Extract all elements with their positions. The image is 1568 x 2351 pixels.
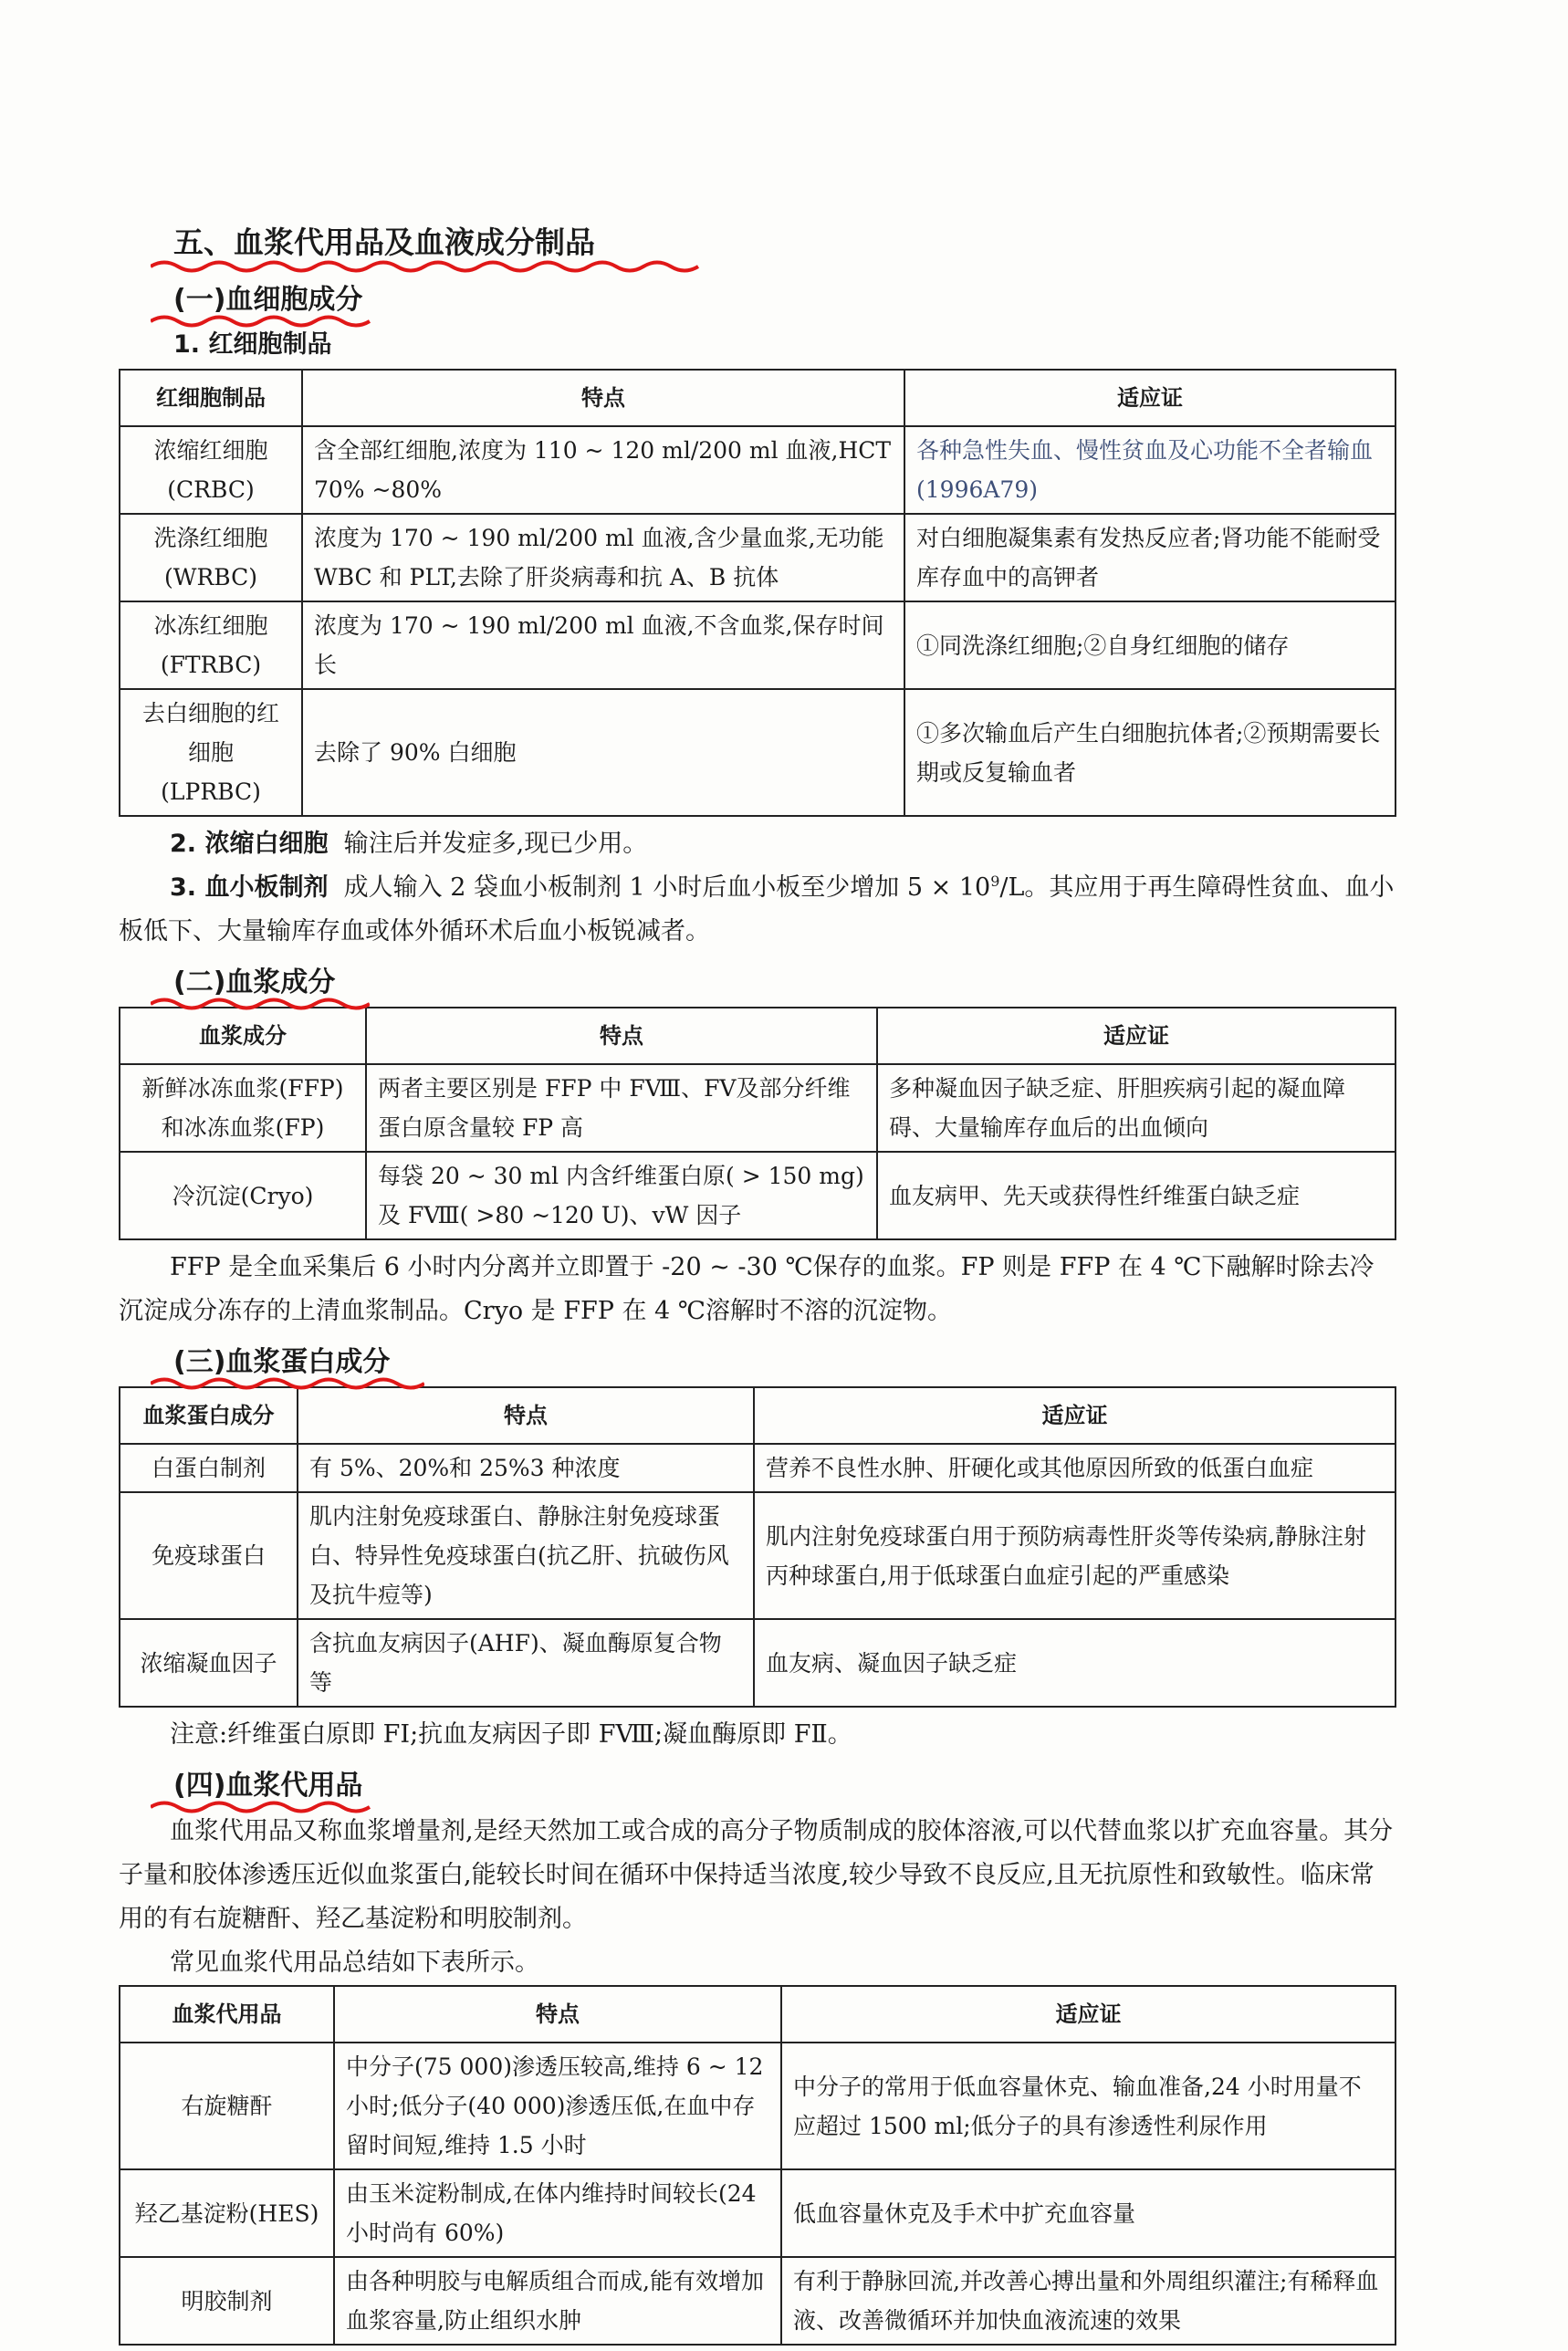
product-cell: 明胶制剂: [120, 2257, 334, 2345]
indication-cell: 多种凝血因子缺乏症、肝胆疾病引起的凝血障碍、大量输库存血后的出血倾向: [877, 1064, 1396, 1152]
plasma-substitute-table: [119, 1985, 1396, 2346]
product-cell: 白蛋白制剂: [120, 1444, 298, 1492]
indication-cell: 中分子的常用于低血容量休克、输血准备,24 小时用量不应超过 1500 ml;低分子的具有渗透性利尿作用: [781, 2043, 1396, 2169]
table-row: [120, 2169, 1396, 2257]
section-title: 五、血浆代用品及血液成分制品: [173, 219, 595, 262]
indication-cell: ①多次输血后产生白细胞抗体者;②预期需要长期或反复输血者: [904, 689, 1396, 816]
column-header: 适应证: [781, 1986, 1396, 2043]
indication-cell: 各种急性失血、慢性贫血及心功能不全者输血(1996A79): [904, 426, 1396, 514]
feature-cell: 由玉米淀粉制成,在体内维持时间较长(24 小时尚有 60%): [334, 2169, 781, 2257]
column-header: 血浆蛋白成分: [120, 1387, 298, 1444]
paragraph-wbc: 2. 浓缩白细胞 输注后并发症多,现已少用。: [170, 830, 648, 858]
product-cell: 浓缩凝血因子: [120, 1619, 298, 1707]
subsection-heading-1: (一)血细胞成分: [173, 277, 362, 317]
product-cell: 洗涤红细胞 (WRBC): [120, 514, 302, 601]
paragraph-factor-note: 注意:纤维蛋白原即 FⅠ;抗血友病因子即 FⅧ;凝血酶原即 FⅡ。: [170, 1720, 852, 1749]
paragraph-ffp-note: FFP 是全血采集后 6 小时内分离并立即置于 -20 ~ -30 ℃保存的血浆。FP 则是 FFP 在 4 ℃下融解时除去冷沉淀成分冻存的上清血浆制品。Cryo 是 FFP 在 4 ℃溶解时不溶的沉淀物。: [119, 1253, 1375, 1325]
table-row: [120, 514, 1396, 601]
feature-cell: 含抗血友病因子(AHF)、凝血酶原复合物等: [298, 1619, 754, 1707]
indication-cell: ①同洗涤红细胞;②自身红细胞的储存: [904, 601, 1396, 689]
product-cell: 免疫球蛋白: [120, 1492, 298, 1619]
feature-cell: 两者主要区别是 FFP 中 FⅧ、FⅤ及部分纤维蛋白原含量较 FP 高: [366, 1064, 877, 1152]
red-wavy-underline: [151, 1375, 424, 1392]
column-header: 特点: [366, 1008, 877, 1064]
item-heading: 1. 红细胞制品: [173, 330, 332, 359]
indication-cell: 有利于静脉回流,并改善心搏出量和外周组织灌注;有稀释血液、改善微循环并加快血液流速的效果: [781, 2257, 1396, 2345]
column-header: 适应证: [877, 1008, 1396, 1064]
table-row: [120, 689, 1396, 816]
indication-cell: 低血容量休克及手术中扩充血容量: [781, 2169, 1396, 2257]
subsection-heading-2: (二)血浆成分: [173, 959, 335, 999]
product-cell: 新鲜冰冻血浆(FFP)和冰冻血浆(FP): [120, 1064, 366, 1152]
product-cell: 去白细胞的红细胞 (LPRBC): [120, 689, 302, 816]
indication-cell: 营养不良性水肿、肝硬化或其他原因所致的低蛋白血症: [754, 1444, 1396, 1492]
feature-cell: 由各种明胶与电解质组合而成,能有效增加血浆容量,防止组织水肿: [334, 2257, 781, 2345]
product-cell: 右旋糖酐: [120, 2043, 334, 2169]
table-header-row: [120, 1986, 1396, 2043]
plasma-protein-table: [119, 1386, 1396, 1708]
feature-cell: 去除了 90% 白细胞: [302, 689, 904, 816]
paragraph-platelet: 3. 血小板制剂 成人输入 2 袋血小板制剂 1 小时后血小板至少增加 $5 \times 10^9/L$。其应用于再生障碍性贫血、血小板低下、大量输库存血或体外循环术后血小板锐减者。: [119, 872, 1395, 946]
table-row: [120, 1492, 1396, 1619]
column-header: 红细胞制品: [120, 370, 302, 426]
red-wavy-underline: [151, 258, 716, 275]
indication-cell: 血友病甲、先天或获得性纤维蛋白缺乏症: [877, 1152, 1396, 1239]
column-header: 适应证: [904, 370, 1396, 426]
column-header: 特点: [334, 1986, 781, 2043]
feature-cell: 肌内注射免疫球蛋白、静脉注射免疫球蛋白、特异性免疫球蛋白(抗乙肝、抗破伤风及抗牛痘等): [298, 1492, 754, 1619]
subsection-heading-4: (四)血浆代用品: [173, 1762, 362, 1802]
subsection-heading-3: (三)血浆蛋白成分: [173, 1339, 390, 1379]
feature-cell: 含全部红细胞,浓度为 110 ~ 120 ml/200 ml 血液,HCT 70% ~80%: [302, 426, 904, 514]
indication-cell: 对白细胞凝集素有发热反应者;肾功能不能耐受库存血中的高钾者: [904, 514, 1396, 601]
rbc-table: [119, 369, 1396, 817]
paragraph-summary-intro: 常见血浆代用品总结如下表所示。: [170, 1949, 539, 1977]
product-cell: 冷沉淀(Cryo): [120, 1152, 366, 1239]
document-page: [119, 219, 1396, 2351]
table-row: [120, 2257, 1396, 2345]
column-header: 特点: [298, 1387, 754, 1444]
table-row: [120, 1444, 1396, 1492]
indication-cell: 血友病、凝血因子缺乏症: [754, 1619, 1396, 1707]
table-row: [120, 1064, 1396, 1152]
feature-cell: 中分子(75 000)渗透压较高,维持 6 ~ 12 小时;低分子(40 000)渗透压低,在血中存留时间短,维持 1.5 小时: [334, 2043, 781, 2169]
paragraph-plasma-substitute: 血浆代用品又称血浆增量剂,是经天然加工或合成的高分子物质制成的胶体溶液,可以代替血浆以扩充血容量。其分子量和胶体渗透压近似血浆蛋白,能较长时间在循环中保持适当浓度,较少导致不良反应,且无抗原性和致敏性。临床常用的有右旋糖酐、羟乙基淀粉和明胶制剂。: [119, 1817, 1394, 1933]
column-header: 血浆成分: [120, 1008, 366, 1064]
product-cell: 冰冻红细胞 (FTRBC): [120, 601, 302, 689]
column-header: 血浆代用品: [120, 1986, 334, 2043]
table-header-row: [120, 370, 1396, 426]
table-row: [120, 426, 1396, 514]
table-row: [120, 1619, 1396, 1707]
column-header: 适应证: [754, 1387, 1396, 1444]
red-wavy-underline: [151, 313, 379, 329]
table-header-row: [120, 1387, 1396, 1444]
feature-cell: 有 5%、20%和 25%3 种浓度: [298, 1444, 754, 1492]
red-wavy-underline: [151, 996, 370, 1012]
feature-cell: 浓度为 170 ~ 190 ml/200 ml 血液,含少量血浆,无功能 WBC 和 PLT,去除了肝炎病毒和抗 A、B 抗体: [302, 514, 904, 601]
plasma-table: [119, 1007, 1396, 1240]
table-header-row: [120, 1008, 1396, 1064]
feature-cell: 浓度为 170 ~ 190 ml/200 ml 血液,不含血浆,保存时间长: [302, 601, 904, 689]
table-row: [120, 601, 1396, 689]
red-wavy-underline: [151, 1799, 388, 1815]
feature-cell: 每袋 20 ~ 30 ml 内含纤维蛋白原( > 150 mg)及 FⅧ( >80 ~120 U)、vW 因子: [366, 1152, 877, 1239]
product-cell: 浓缩红细胞 (CRBC): [120, 426, 302, 514]
column-header: 特点: [302, 370, 904, 426]
table-row: [120, 2043, 1396, 2169]
indication-cell: 肌内注射免疫球蛋白用于预防病毒性肝炎等传染病,静脉注射丙种球蛋白,用于低球蛋白血症引起的严重感染: [754, 1492, 1396, 1619]
product-cell: 羟乙基淀粉(HES): [120, 2169, 334, 2257]
table-row: [120, 1152, 1396, 1239]
